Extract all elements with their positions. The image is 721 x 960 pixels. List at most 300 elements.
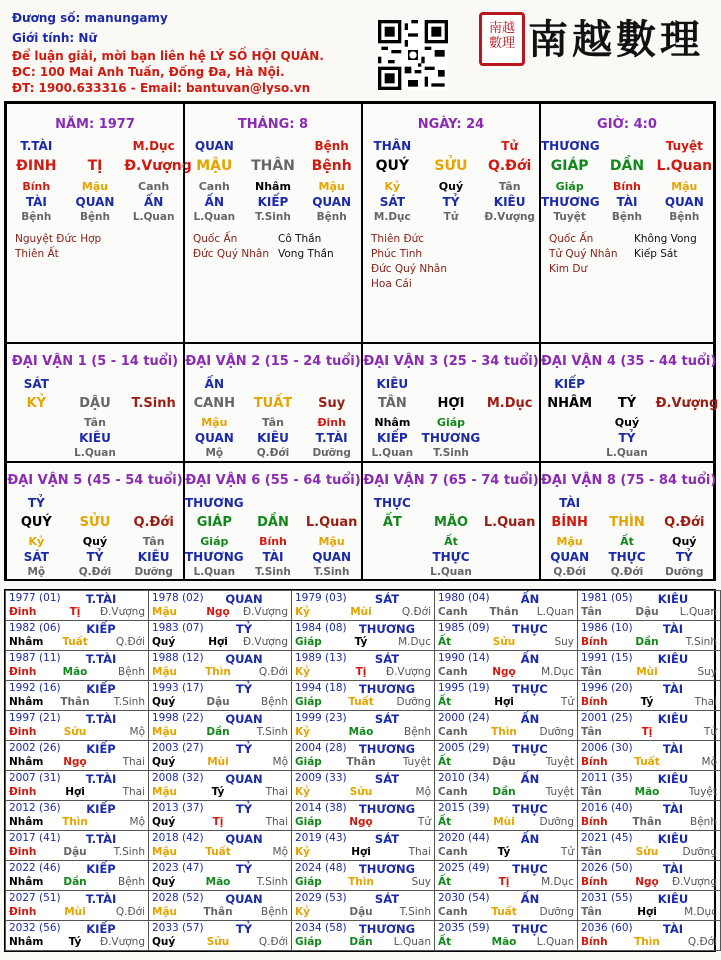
year-life-stage: L.Quan: [393, 936, 431, 948]
dai-van-hidden-stem: [7, 535, 183, 551]
year-cell[interactable]: [148, 650, 292, 681]
pillar-title: GIỜ: 4:0: [597, 117, 657, 132]
pillar-hidden-stem-cell: Tân: [498, 180, 521, 193]
year-life-stage: Thai: [122, 786, 145, 798]
year-life-stage: Bệnh: [261, 906, 288, 918]
year-cell[interactable]: [434, 800, 578, 831]
year-life-stage: Dưỡng: [396, 696, 431, 708]
dai-van-title: ĐẠI VẬN 6 (55 - 64 tuổi): [185, 473, 361, 488]
year-life-stage: Đ.Vượng: [385, 666, 431, 678]
year-star: ẤN: [520, 892, 540, 906]
pillar-top-star-cell: THƯƠNG: [541, 139, 600, 153]
dai-van-stem-branch-cell: Q.Đới: [664, 515, 705, 530]
year-life-stage: Mộ: [129, 726, 145, 738]
dai-van-hidden-stem-cell: Bính: [259, 535, 287, 548]
year-branch: Dậu: [206, 696, 230, 708]
year-star: T.TÀI: [85, 832, 117, 846]
year-cell[interactable]: [291, 740, 435, 771]
year-cell[interactable]: [291, 620, 435, 651]
pillar-life-stage-cell: Tử: [443, 211, 459, 223]
dai-van-life-stage-cell: L.Quan: [74, 447, 116, 459]
pillar-ten-god: [7, 195, 183, 211]
year-cell[interactable]: [148, 770, 292, 801]
pillar-stars-1: [371, 232, 447, 292]
year-stem: Kỷ: [295, 906, 310, 918]
pillar-top-star-cell: Tuyệt: [665, 139, 703, 153]
pillar-stem-branch-cell: MẬU: [196, 158, 233, 174]
dai-van-stem-branch-cell: QUÝ: [20, 515, 52, 530]
year-star: THỰC: [512, 922, 548, 936]
pillar-stars-1: [15, 232, 101, 262]
year-life-stage: M.Dục: [684, 906, 717, 918]
main-chart-grid: [4, 101, 719, 581]
year-star: SÁT: [374, 652, 400, 666]
year-life-stage: Thai: [408, 846, 431, 858]
dai-van-stem-branch: [363, 515, 539, 531]
year-life-stage: Tuyệt: [545, 756, 574, 768]
year-star: KIẾP: [86, 862, 116, 876]
year-branch: Thìn: [205, 666, 231, 678]
year-branch: Mão: [62, 666, 88, 678]
dai-van-top-star: [363, 496, 539, 512]
dai-van-hidden-stem-cell: Đinh: [317, 416, 346, 429]
pillar-stars-1: [549, 232, 617, 277]
year-star: ẤN: [520, 772, 540, 786]
year-cell[interactable]: [434, 680, 578, 711]
year-stem: Kỷ: [295, 606, 310, 618]
year-cell[interactable]: [5, 680, 149, 711]
year-label: 2009 (33): [295, 772, 347, 784]
year-cell[interactable]: [434, 860, 578, 891]
year-star: TÀI: [662, 742, 684, 756]
pillar-stem-branch-cell: SỬU: [434, 158, 468, 174]
star-item: Nguyệt Đức Hợp: [15, 233, 102, 245]
year-stem: Đinh: [9, 726, 37, 738]
dai-van-ten-god-cell: TÀI: [262, 550, 284, 564]
year-life-stage: Bệnh: [690, 816, 717, 828]
year-label: 2027 (51): [9, 892, 61, 904]
star-item: Vong Thần: [278, 248, 334, 260]
year-branch: Dậu: [63, 846, 87, 858]
pillar-ten-god-cell: SÁT: [379, 195, 405, 209]
year-cell[interactable]: [434, 890, 578, 921]
year-life-stage: Mộ: [272, 846, 288, 858]
year-life-stage: Bệnh: [404, 726, 431, 738]
year-branch: Tý: [211, 786, 225, 798]
year-star: TÀI: [662, 922, 684, 936]
year-cell[interactable]: [291, 590, 435, 621]
year-label: 2036 (60): [581, 922, 633, 934]
year-label: 1978 (02): [152, 592, 204, 604]
pillar-life-stage-cell: Bệnh: [611, 211, 642, 223]
year-label: 2026 (50): [581, 862, 633, 874]
year-life-stage: Tử: [417, 816, 431, 828]
year-label: 1977 (01): [9, 592, 61, 604]
year-branch: Ngọ: [349, 816, 373, 828]
year-star: TỶ: [235, 742, 253, 756]
pillar-top-star-cell: Tử: [501, 139, 518, 153]
year-branch: Thân: [203, 906, 233, 918]
year-cell[interactable]: [291, 890, 435, 921]
year-stem: Quý: [152, 936, 176, 948]
year-cell[interactable]: [5, 620, 149, 651]
year-life-stage: L.Quan: [536, 936, 574, 948]
dai-van-stem-branch: [541, 396, 719, 412]
year-cell[interactable]: [148, 860, 292, 891]
year-stem: Tân: [581, 666, 602, 678]
year-stem: Bính: [581, 636, 608, 648]
year-branch: Mão: [348, 726, 374, 738]
dai-van-stem-branch: [541, 515, 713, 531]
year-cell[interactable]: [148, 890, 292, 921]
year-stem: Nhâm: [9, 756, 44, 768]
year-stem: Giáp: [295, 816, 322, 828]
star-item: Thiên Ất: [15, 248, 59, 260]
year-cell[interactable]: [148, 830, 292, 861]
year-cell[interactable]: [577, 920, 721, 951]
year-label: 1983 (07): [152, 622, 204, 634]
year-cell[interactable]: [291, 800, 435, 831]
year-life-stage: Q.Đới: [258, 666, 288, 678]
dai-van-hidden-stem-cell: Mậu: [556, 535, 583, 548]
pillar-life-stage: [7, 211, 183, 227]
pillar-cell: [362, 103, 540, 343]
year-star: SÁT: [374, 832, 400, 846]
year-label: 2016 (40): [581, 802, 633, 814]
year-stem: Bính: [581, 816, 608, 828]
year-star: KIÊU: [657, 772, 689, 786]
year-cell[interactable]: [434, 830, 578, 861]
year-star: THƯƠNG: [358, 682, 416, 696]
year-branch: Sửu: [63, 726, 87, 738]
year-life-stage: Dưỡng: [539, 726, 574, 738]
year-cell[interactable]: [148, 590, 292, 621]
dai-van-top-star-cell: TỶ: [27, 496, 45, 510]
year-stem: Ất: [438, 756, 452, 768]
year-branch: Dậu: [349, 906, 373, 918]
year-star: TỶ: [235, 802, 253, 816]
year-cell[interactable]: [5, 860, 149, 891]
year-cell[interactable]: [434, 770, 578, 801]
year-star: KIẾP: [86, 742, 116, 756]
year-star: QUAN: [225, 892, 263, 906]
pillar-ten-god-cell: TÀI: [616, 195, 638, 209]
year-cell[interactable]: [577, 800, 721, 831]
year-life-stage: Dưỡng: [539, 906, 574, 918]
year-stem: Giáp: [295, 876, 322, 888]
year-life-stage: Đ.Vượng: [242, 606, 288, 618]
year-stem: Canh: [438, 846, 468, 858]
year-branch: Tuất: [634, 756, 660, 768]
year-stem: Tân: [581, 786, 602, 798]
dai-van-life-stage-cell: L.Quan: [193, 566, 236, 578]
year-cell[interactable]: [291, 770, 435, 801]
year-branch: Thìn: [634, 936, 660, 948]
dai-van-title: ĐẠI VẬN 7 (65 - 74 tuổi): [363, 473, 539, 488]
year-stem: Ất: [438, 636, 452, 648]
year-cell[interactable]: [434, 620, 578, 651]
year-label: 2018 (42): [152, 832, 204, 844]
dai-van-life-stage: [7, 447, 183, 463]
year-label: 2003 (27): [152, 742, 204, 754]
dai-van-stem-branch-cell: TÝ: [617, 396, 637, 411]
dai-van-stem-branch-cell: MÃO: [433, 515, 469, 530]
dai-van-stem-branch: [7, 515, 183, 531]
dai-van-hidden-stem: [363, 535, 539, 551]
year-cell[interactable]: [5, 710, 149, 741]
year-star: THỰC: [512, 682, 548, 696]
dai-van-cell: [362, 462, 540, 581]
year-cell[interactable]: [577, 830, 721, 861]
year-cell[interactable]: [5, 890, 149, 921]
year-life-stage: Q.Đới: [258, 936, 288, 948]
address-line: ĐC: 100 Mai Anh Tuấn, Đống Đa, Hà Nội.: [12, 65, 285, 79]
year-stem: Quý: [152, 696, 176, 708]
year-label: 2015 (39): [438, 802, 490, 814]
dai-van-life-stage: [363, 447, 539, 463]
dai-van-hidden-stem-cell: Giáp: [200, 535, 229, 548]
year-cell[interactable]: [434, 590, 578, 621]
year-branch: Mùi: [636, 666, 658, 678]
year-cell[interactable]: [577, 890, 721, 921]
pillar-life-stage-cell: L.Quan: [193, 211, 236, 223]
dai-van-hidden-stem-cell: Giáp: [436, 416, 466, 429]
dai-van-life-stage: [541, 566, 713, 582]
year-life-stage: Đ.Vượng: [671, 876, 717, 888]
year-stem: Canh: [438, 906, 468, 918]
year-cell[interactable]: [5, 590, 149, 621]
year-star: ẤN: [520, 592, 540, 606]
year-cell[interactable]: [148, 620, 292, 651]
year-life-stage: T.Sinh: [256, 726, 288, 738]
pillar-life-stage-cell: Bệnh: [21, 211, 52, 223]
dai-van-cell: [184, 343, 362, 462]
gender: Giới tính: Nữ: [12, 31, 97, 45]
year-life-stage: L.Quan: [679, 606, 717, 618]
dai-van-hidden-stem: [363, 416, 539, 432]
year-cell[interactable]: [148, 920, 292, 951]
year-cell[interactable]: [577, 710, 721, 741]
year-cell[interactable]: [148, 740, 292, 771]
year-stem: Mậu: [152, 606, 178, 618]
dai-van-stem-branch-cell: KỶ: [26, 396, 47, 411]
dai-van-ten-god-cell: THỰC: [432, 550, 470, 564]
year-stem: Giáp: [295, 696, 322, 708]
year-cell[interactable]: [291, 650, 435, 681]
dai-van-stem-branch-cell: NHÂM: [547, 396, 593, 411]
year-cell[interactable]: [291, 830, 435, 861]
year-stem: Mậu: [152, 726, 178, 738]
year-star: THỰC: [512, 742, 548, 756]
year-branch: Hợi: [637, 906, 657, 918]
year-branch: Mùi: [493, 816, 515, 828]
year-cell[interactable]: [5, 920, 149, 951]
year-cell[interactable]: [434, 920, 578, 951]
pillar-hidden-stem-cell: Mậu: [318, 180, 345, 193]
year-cell[interactable]: [291, 710, 435, 741]
year-label: 2033 (57): [152, 922, 204, 934]
year-cell[interactable]: [577, 590, 721, 621]
year-cell[interactable]: [148, 800, 292, 831]
year-star: TỶ: [235, 682, 253, 696]
year-life-stage: Tử: [560, 696, 574, 708]
dai-van-top-star-cell: SÁT: [23, 377, 49, 391]
year-cell[interactable]: [577, 620, 721, 651]
dai-van-top-star-cell: KIÊU: [376, 377, 409, 391]
year-life-stage: Đ.Vượng: [99, 606, 145, 618]
year-cell[interactable]: [577, 860, 721, 891]
pillar-top-star-cell: Bệnh: [314, 139, 349, 153]
pillar-top-star: [541, 139, 713, 155]
year-stem: Đinh: [9, 606, 37, 618]
year-cell[interactable]: [148, 710, 292, 741]
year-life-stage: Thai: [122, 756, 145, 768]
pillar-top-star-cell: M.Dục: [132, 139, 175, 153]
year-stem: Giáp: [295, 936, 322, 948]
year-cell[interactable]: [148, 680, 292, 711]
pillar-cell: [184, 103, 362, 343]
dai-van-ten-god: [7, 550, 183, 566]
year-star: SÁT: [374, 772, 400, 786]
year-branch: Sửu: [492, 636, 516, 648]
year-cell[interactable]: [577, 770, 721, 801]
dai-van-title: ĐẠI VẬN 1 (5 - 14 tuổi): [11, 354, 179, 369]
year-label: 1998 (22): [152, 712, 204, 724]
year-branch: Tị: [355, 666, 367, 678]
year-branch: Thìn: [491, 726, 517, 738]
year-star: QUAN: [225, 832, 263, 846]
year-branch: Dần: [63, 876, 87, 888]
dai-van-stem-branch: [185, 396, 361, 412]
dai-van-ten-god: [185, 550, 361, 566]
year-stem: Canh: [438, 666, 468, 678]
year-star: T.TÀI: [85, 892, 117, 906]
year-cell[interactable]: [291, 920, 435, 951]
year-stem: Bính: [581, 936, 608, 948]
qr-code-icon[interactable]: [378, 20, 448, 90]
year-stem: Đinh: [9, 786, 37, 798]
year-cell[interactable]: [577, 650, 721, 681]
dai-van-life-stage-cell: Mộ: [27, 566, 46, 578]
pillar-ten-god: [363, 195, 539, 211]
dai-van-life-stage-cell: L.Quan: [430, 566, 472, 578]
dai-van-ten-god-cell: THƯƠNG: [185, 550, 244, 564]
dai-van-ten-god-cell: KIÊU: [137, 550, 170, 564]
year-cell[interactable]: [5, 650, 149, 681]
phone-email-line[interactable]: ĐT: 1900.633316 - Email: bantuvan@lyso.vn: [12, 81, 311, 95]
dai-van-life-stage-cell: L.Quan: [606, 447, 648, 459]
dai-van-life-stage-cell: Q.Đới: [256, 447, 290, 459]
year-cell[interactable]: [5, 740, 149, 771]
year-stem: Tân: [581, 726, 602, 738]
year-stem: Mậu: [152, 906, 178, 918]
dai-van-life-stage-cell: T.Sinh: [313, 566, 350, 578]
dai-van-top-star-cell: THỰC: [373, 496, 411, 510]
year-life-stage: Tuyệt: [545, 786, 574, 798]
dai-van-hidden-stem-cell: Mậu: [201, 416, 228, 429]
year-label: 2021 (45): [581, 832, 633, 844]
dai-van-top-star: [541, 496, 713, 512]
year-cell[interactable]: [5, 800, 149, 831]
year-label: 1987 (11): [9, 652, 61, 664]
year-life-stage: Mộ: [415, 786, 431, 798]
pillar-top-star: [185, 139, 361, 155]
year-stem: Quý: [152, 756, 176, 768]
year-branch: Tuất: [348, 696, 374, 708]
year-star: T.TÀI: [85, 652, 117, 666]
pillar-top-star: [7, 139, 183, 155]
year-label: 2035 (59): [438, 922, 490, 934]
year-label: 2004 (28): [295, 742, 347, 754]
year-life-stage: Tử: [703, 726, 717, 738]
pillar-hidden-stem-cell: Mậu: [81, 180, 109, 193]
dai-van-stem-branch-cell: Suy: [318, 396, 346, 411]
dai-van-life-stage-cell: Dưỡng: [312, 447, 351, 459]
year-cell[interactable]: [5, 770, 149, 801]
dai-van-stem-branch-cell: M.Dục: [486, 396, 533, 411]
year-branch: Tị: [641, 726, 653, 738]
dai-van-ten-god: [7, 431, 183, 447]
dai-van-top-star-cell: KIẾP: [554, 377, 586, 391]
year-label: 1991 (15): [581, 652, 633, 664]
year-star: THƯƠNG: [358, 742, 416, 756]
star-item: Tử Quý Nhân: [549, 248, 618, 260]
star-item: Hoa Cái: [371, 278, 412, 290]
pillar-life-stage-cell: M.Dục: [373, 211, 411, 223]
dai-van-life-stage-cell: Q.Đới: [610, 566, 644, 578]
dai-van-stem-branch-cell: T.Sinh: [131, 396, 176, 411]
year-life-stage: M.Dục: [541, 876, 574, 888]
year-branch: Dần: [206, 726, 230, 738]
year-cell[interactable]: [434, 740, 578, 771]
year-cell[interactable]: [434, 710, 578, 741]
dai-van-stem-branch-cell: SỬU: [79, 515, 111, 530]
dai-van-stem-branch-cell: DẬU: [79, 396, 111, 411]
year-cell[interactable]: [577, 740, 721, 771]
year-cell[interactable]: [434, 650, 578, 681]
pillar-ten-god-cell: THƯƠNG: [541, 195, 600, 209]
year-star: THƯƠNG: [358, 922, 416, 936]
year-star: KIẾP: [86, 922, 116, 936]
year-stem: Ất: [438, 936, 452, 948]
year-star: T.TÀI: [85, 712, 117, 726]
dai-van-top-star: [541, 377, 713, 393]
dai-van-ten-god-cell: QUAN: [312, 550, 352, 564]
year-cell[interactable]: [291, 860, 435, 891]
year-life-stage: Suy: [697, 666, 717, 678]
year-star: TỶ: [235, 862, 253, 876]
pillar-ten-god-cell: TỶ: [442, 195, 460, 209]
pillar-hidden-stem: [363, 180, 539, 196]
year-life-stage: T.Sinh: [256, 876, 288, 888]
year-stem: Đinh: [9, 906, 37, 918]
dai-van-hidden-stem: [7, 416, 183, 432]
year-star: TÀI: [662, 682, 684, 696]
year-branch: Mão: [491, 936, 517, 948]
year-star: T.TÀI: [85, 772, 117, 786]
dai-van-stem-branch-cell: TÂN: [377, 396, 407, 411]
year-star: ẤN: [520, 652, 540, 666]
year-cell[interactable]: [5, 830, 149, 861]
pillar-title: THÁNG: 8: [237, 117, 309, 132]
pillar-stem-branch-cell: Đ.Vượng: [124, 158, 192, 174]
pillar-hidden-stem-cell: Mậu: [671, 180, 698, 193]
year-cell[interactable]: [577, 680, 721, 711]
pillar-ten-god-cell: QUAN: [75, 195, 115, 209]
year-cell[interactable]: [291, 680, 435, 711]
year-branch: Sửu: [349, 786, 373, 798]
year-stem: Ất: [438, 696, 452, 708]
